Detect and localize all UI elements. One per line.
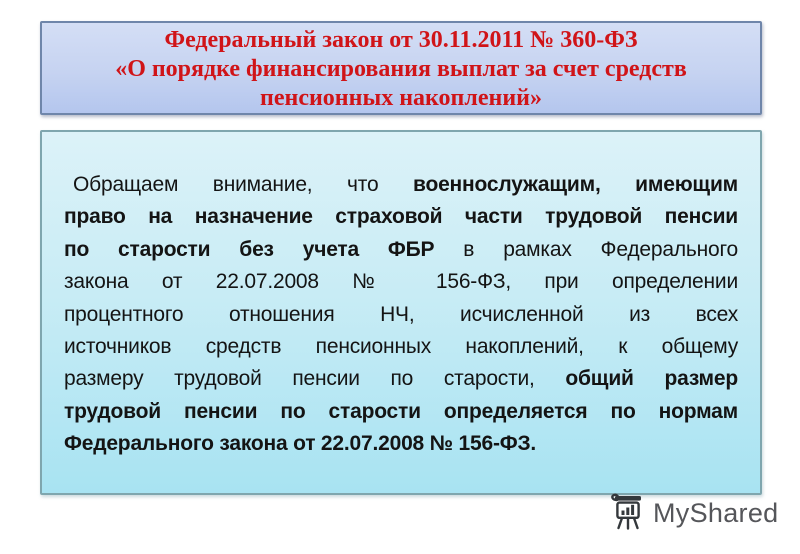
body-segment-bold: по старости без учета ФБР <box>64 237 435 261</box>
body-text <box>64 169 738 461</box>
body-box <box>40 130 762 495</box>
title-box <box>40 21 762 115</box>
body-segment-bold: право на назначение страховой части трудовой пенсии <box>64 205 738 229</box>
body-line-7 <box>64 363 738 395</box>
body-segment: размеру трудовой пенсии по старости, <box>64 367 566 391</box>
title-line-3: пенсионных накоплений» <box>260 85 542 111</box>
body-segment-bold: общий размер <box>565 367 738 391</box>
body-line-9 <box>64 428 738 460</box>
title-line-1: Федеральный закон от 30.11.2011 № 360-ФЗ <box>164 27 638 53</box>
watermark-label: MyShared <box>653 497 779 528</box>
body-segment: Обращаем внимание, что <box>73 173 414 196</box>
body-segment: закона от 22.07.2008 № 156-ФЗ, при определении <box>64 270 738 294</box>
body-line-4 <box>64 266 738 298</box>
body-segment-bold: Федерального закона от 22.07.2008 № 156-ФЗ. <box>64 432 537 456</box>
body-segment: источников средств пенсионных накоплений, к общему <box>64 335 738 359</box>
body-line-2 <box>64 201 738 233</box>
presentation-board-icon <box>608 492 648 534</box>
body-line-5 <box>64 299 738 331</box>
title-line-2: «О порядке финансирования выплат за счет средств <box>115 56 687 82</box>
body-segment: в рамках Федерального <box>434 237 738 261</box>
body-segment: процентного отношения НЧ, исчисленной из всех <box>64 302 738 326</box>
body-segment-bold: военнослужащим, имеющим <box>413 173 738 196</box>
body-line-1 <box>64 169 738 201</box>
body-line-6 <box>64 331 738 363</box>
myshared-watermark[interactable] <box>608 492 778 534</box>
body-line-8 <box>64 396 738 428</box>
body-segment-bold: трудовой пенсии по старости определяется по нормам <box>64 399 738 423</box>
body-line-3 <box>64 234 738 266</box>
